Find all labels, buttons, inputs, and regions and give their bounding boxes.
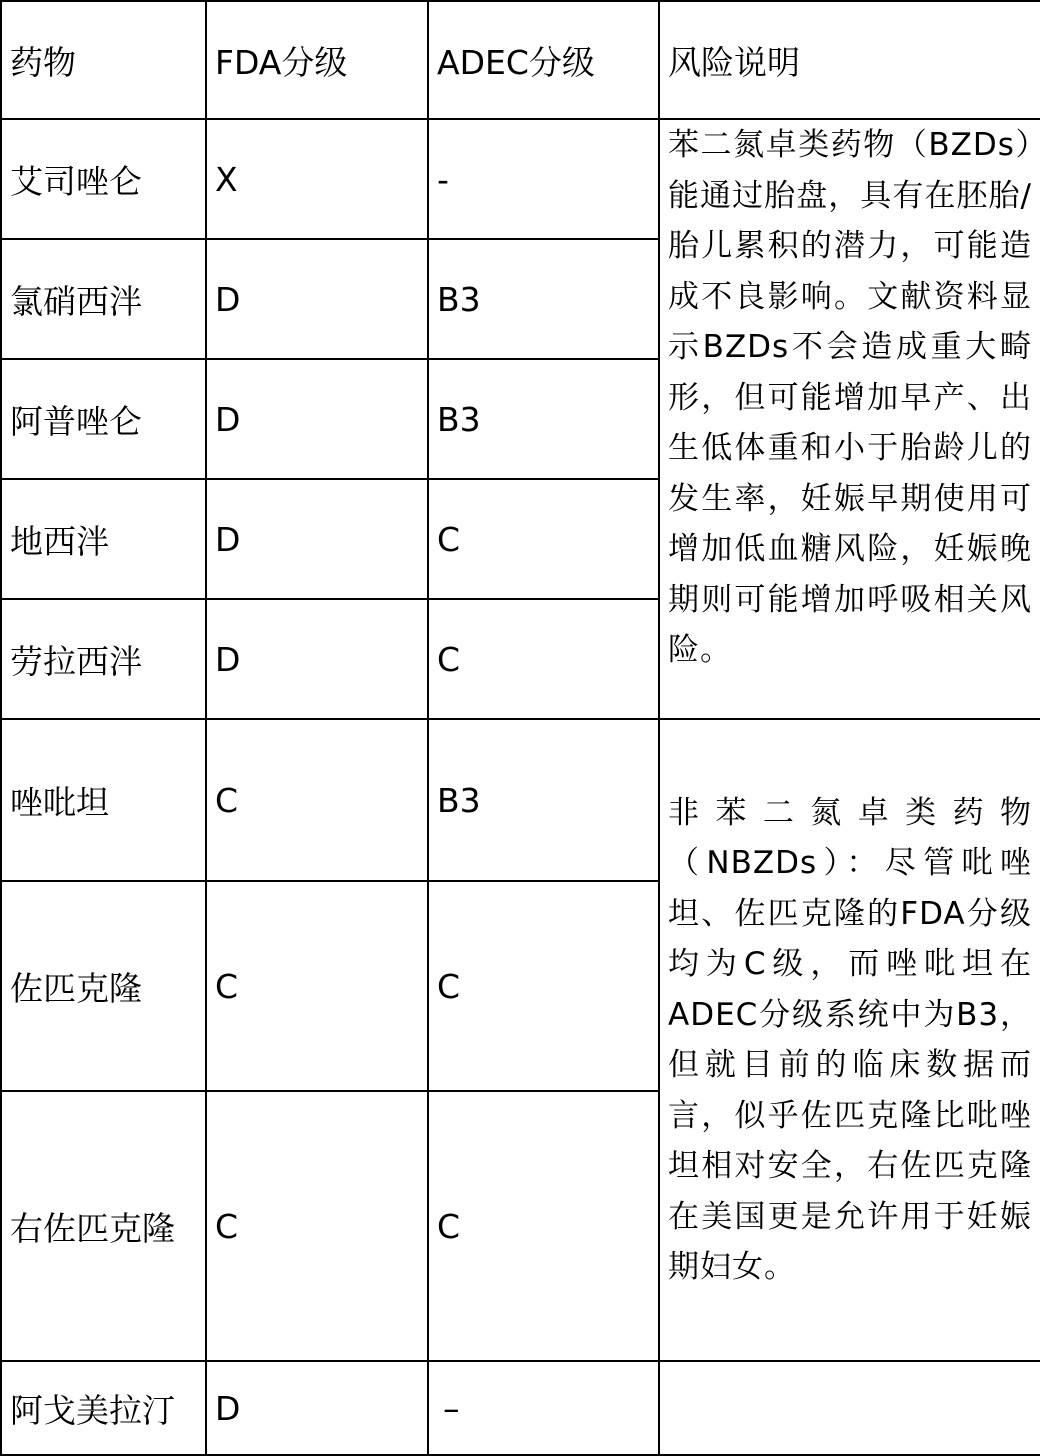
drug-name: 佐匹克隆: [1, 881, 206, 1091]
drug-name: 艾司唑仑: [1, 119, 206, 239]
drug-name: 阿普唑仑: [1, 359, 206, 479]
drug-name: 阿戈美拉汀: [1, 1361, 206, 1455]
header-drug: 药物: [1, 1, 206, 119]
adec-grade: C: [428, 599, 659, 719]
drug-name: 右佐匹克隆: [1, 1091, 206, 1361]
drug-name: 唑吡坦: [1, 719, 206, 881]
drug-name: 地西泮: [1, 479, 206, 599]
nbzd-risk-note: 非苯二氮卓类药物（NBZDs）：尽管吡唑坦、佐匹克隆的FDA分级均为C级，而唑吡坦在ADEC分级系统中为B3，但就目前的临床数据而言，似乎佐匹克隆比吡唑坦相对安全，右佐匹克隆在美国更是允许用于妊娠期妇女。: [659, 719, 1040, 1361]
fda-grade: C: [206, 719, 428, 881]
table-row: [1, 119, 1040, 239]
adec-grade: B3: [428, 239, 659, 359]
fda-grade: C: [206, 881, 428, 1091]
adec-grade: –: [428, 1361, 659, 1455]
table-header-row: [1, 1, 1040, 119]
fda-grade: X: [206, 119, 428, 239]
adec-grade: C: [428, 881, 659, 1091]
adec-grade: -: [428, 119, 659, 239]
drug-name: 劳拉西泮: [1, 599, 206, 719]
adec-grade: C: [428, 1091, 659, 1361]
header-risk-note: 风险说明: [659, 1, 1040, 119]
fda-grade: D: [206, 239, 428, 359]
fda-grade: D: [206, 359, 428, 479]
fda-grade: C: [206, 1091, 428, 1361]
adec-grade: B3: [428, 719, 659, 881]
fda-grade: D: [206, 479, 428, 599]
table-row: [1, 1361, 1040, 1455]
table-row: [1, 719, 1040, 881]
header-adec-grade: ADEC分级: [428, 1, 659, 119]
drug-name: 氯硝西泮: [1, 239, 206, 359]
fda-grade: D: [206, 1361, 428, 1455]
fda-grade: D: [206, 599, 428, 719]
header-fda-grade: FDA分级: [206, 1, 428, 119]
adec-grade: B3: [428, 359, 659, 479]
adec-grade: C: [428, 479, 659, 599]
agomelatine-risk-note: [659, 1361, 1040, 1455]
bzd-risk-note: 苯二氮卓类药物（BZDs）能通过胎盘，具有在胚胎/胎儿累积的潜力，可能造成不良影响。文献资料显示BZDs不会造成重大畸形，但可能增加早产、出生低体重和小于胎龄儿的发生率，妊娠早期使用可增加低血糖风险，妊娠晚期则可能增加呼吸相关风险。: [659, 119, 1040, 719]
